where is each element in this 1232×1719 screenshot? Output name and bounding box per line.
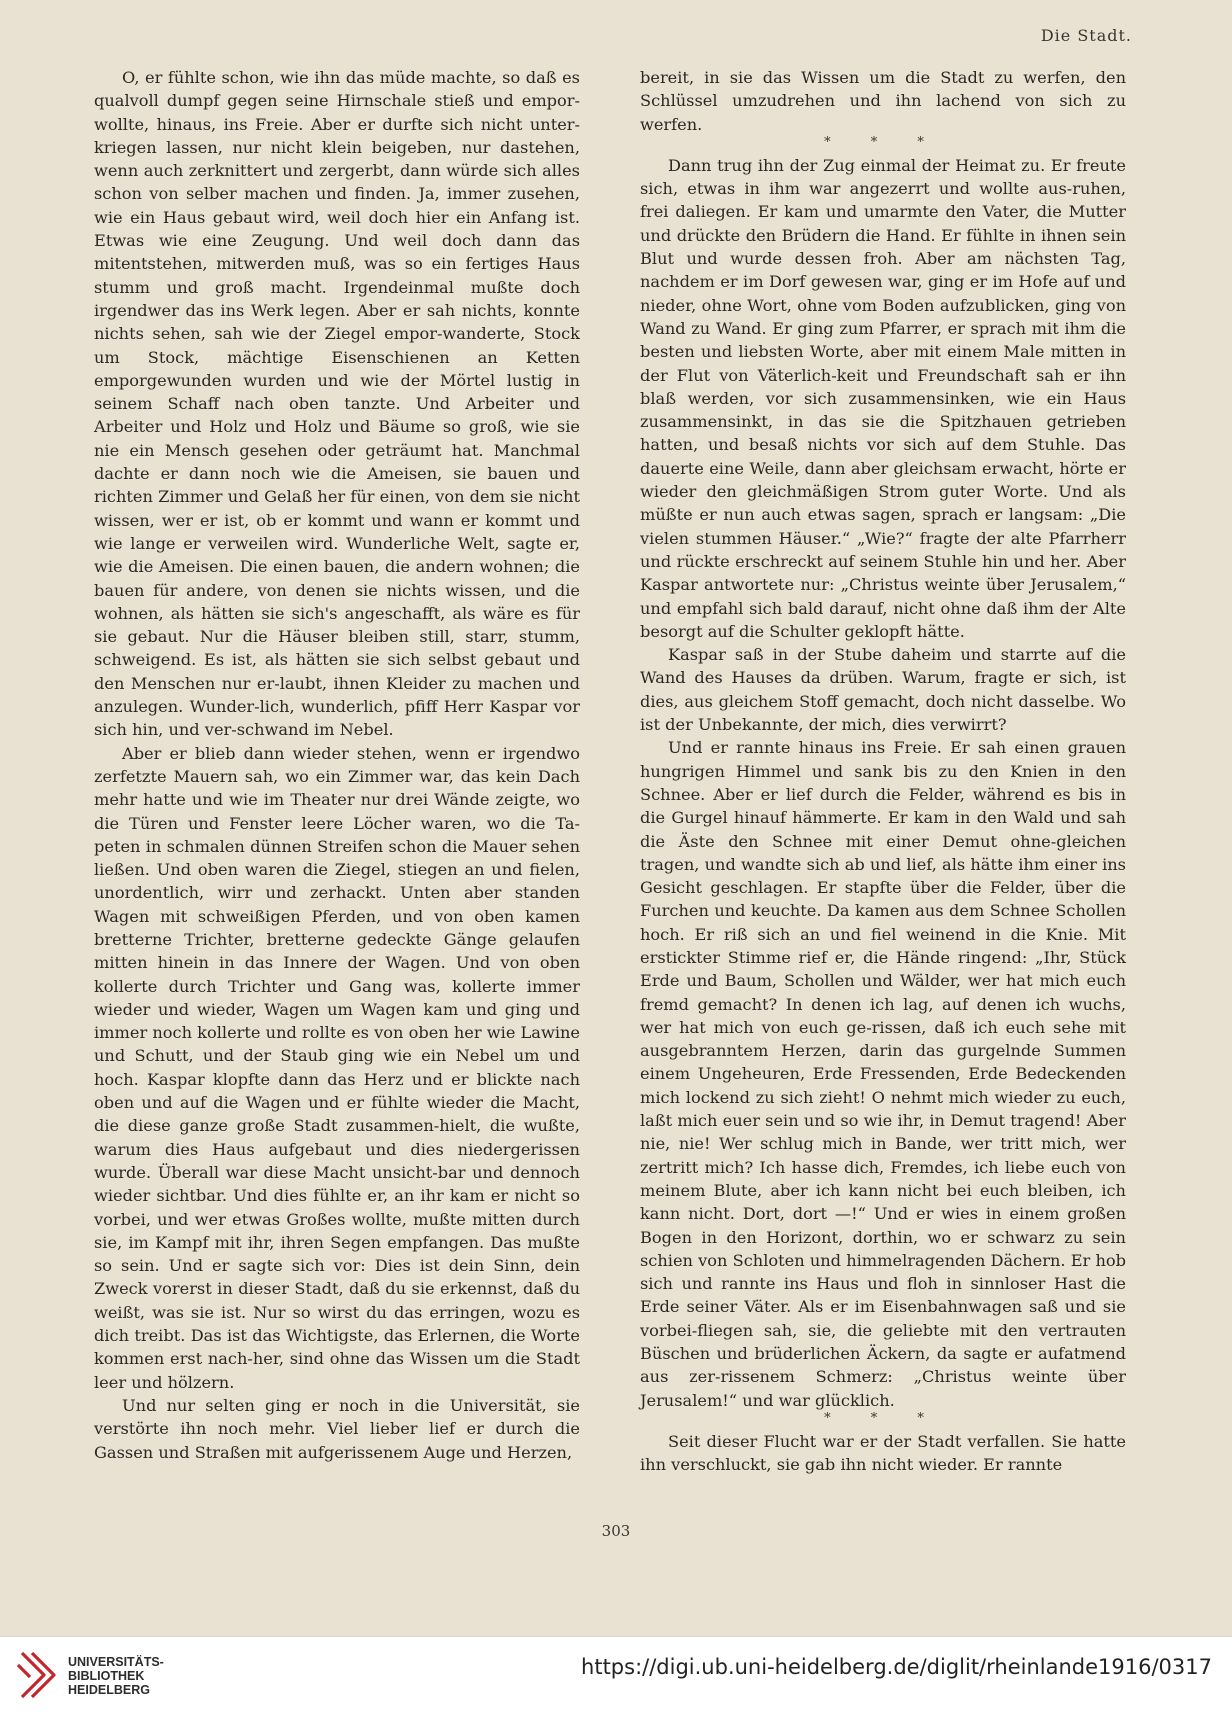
paragraph: Und er rannte hinaus ins Freie. Er sah einen grauen hungrigen Himmel und sank bis zu den Knien in den Schnee. Aber er lief durch die Felder, während es bis in die Gurgel hinauf hämmerte. Er kam in den Wald und sah die Äste den Schnee mit einer Demut ohne-gleichen tragen, und wandte sich ab und lief, als hätte ihm einer ins Gesicht geschlagen. Er stapfte über die Felder, über die Furchen und keuchte. Da kamen aus dem Schnee Schollen hoch. Er riß sich an und fiel weinend in die Knie. Mit erstickter Stimme rief er, die Hände ringend: „Ihr, Stück Erde und Baum, Schollen und Wälder, wer hat mich euch fremd gemacht? In denen ich lag, auf denen ich wuchs, wer hat mich von euch ge-rissen, daß ich euch sehe mit ausgebranntem Herzen, darin das gurgelnde Summen einem Ungeheuren, Erde Fressenden, Erde Bedeckenden mich lockend zu sich zieht! O nehmt mich wieder zu euch, laßt mich euer sein und so wie ihr, in Demut tragend! Aber nie, nie! Wer schlug mich in Bande, wer tritt mich, wer zertritt mich? Ich hasse dich, Fremdes, ich liebe euch von meinem Blute, aber ich kann nicht bei euch bleiben, ich kann nicht. Dort, dort —!“ Und er wies in einem großen Bogen in den Horizont, dorthin, wo er schwarz zu sein schien von Schloten und himmelragenden Dächern. Er hob sich und rannte ins Haus und floh in sinnloser Hast die Erde seiner Väter. Als er im Eisenbahnwagen saß und sie vorbei-fliegen sah, sie, die geliebte mit den vertrauten Büschen und brüderlichen Äckern, da sagte er aufatmend aus zer-rissenem Schmerz: „Christus weinte über Jerusalem!“ und war glücklich. xyxy=(640,738,1126,1410)
page-number: 303 xyxy=(601,1522,631,1540)
section-separator: * * * xyxy=(824,1410,942,1426)
paragraph: Und nur selten ging er noch in die Universität, sie verstörte ihn noch mehr. Viel lieber lief er durch die Gassen und Straßen mit aufgerissenem Auge und Herzen, xyxy=(94,1395,580,1462)
paragraph: Aber er blieb dann wieder stehen, wenn er irgendwo zerfetzte Mauern sah, wo ein Zimmer war, das kein Dach mehr hatte und wie im Theater nur drei Wände zeigte, wo die Türen und Fenster leere Löcher waren, wo die Ta-peten in schmalen dünnen Streifen schon die Mauer sehen ließen. Und oben waren die Ziegel, stiegen an und fielen, unordentlich, wirr und zerhackt. Unten aber standen Wagen mit schweißigen Pferden, und von oben kamen bretterne Trichter, bretterne gedeckte Gänge gelaufen mitten hinein in das Innere der Wagen. Und von oben kollerte durch Trichter und Gang was, kollerte immer wieder und wieder, Wagen um Wagen kam und ging und immer noch kollerte und rollte es von oben her wie Lawine und Schutt, und der Staub ging wie ein Nebel um und hoch. Kaspar klopfte dann das Herz und er blickte nach oben und auf die Wagen und er fühlte wieder die Macht, die diese ganze große Stadt zusammen-hielt, die wußte, warum dies Haus aufgebaut und dies niedergerissen wurde. Überall war diese Macht unsicht-bar und dennoch wieder sichtbar. Und dies fühlte er, an ihr kam er nicht so vorbei, und wer etwas Großes wollte, mußte mitten durch sie, im Kampf mit ihr, ihren Segen empfangen. Das mußte so sein. Und er sagte sich vor: Dies ist dein Sinn, dein Zweck vorerst in dieser Stadt, daß du sie erkennst, daß du weißt, was sie ist. Nur so wirst du das erringen, wozu es dich treibt. Das ist das Wichtigste, das Erlernen, die Worte kommen erst nach-her, sind ohne das Wissen um die Stadt leer und hölzern. xyxy=(94,743,580,1392)
running-title: Die Stadt. xyxy=(1040,26,1132,45)
library-name-line: HEIDELBERG xyxy=(68,1683,150,1697)
paragraph: Kaspar saß in der Stube daheim und starrte auf die Wand des Hauses da drüben. Warum, fragte er sich, ist dies, aus gleichem Stoff gemacht, doch nicht dasselbe. Wo ist der Unbekannte, der mich, dies verwirrt? xyxy=(640,645,1126,735)
paragraph: Seit dieser Flucht war er der Stadt verfallen. Sie hatte ihn verschluckt, sie gab ihn nicht wieder. Er rannte xyxy=(640,1431,1126,1475)
paragraph: O, er fühlte schon, wie ihn das müde machte, so daß es qualvoll dumpf gegen seine Hirnschale stieß und empor-wollte, hinaus, ins Freie. Aber er durfte sich nicht unter-kriegen lassen, nur nicht klein beigeben, nur dastehen, wenn auch zerknittert und zergerbt, dann würde sich alles schon von selber machen und finden. Ja, immer zusehen, wie ein Haus gebaut wird, weil doch hier ein Anfang ist. Etwas wie eine Zeugung. Und weil doch dann das mitentstehen, mitwerden muß, was so ein fertiges Haus stumm und groß macht. Irgendeinmal mußte doch irgendwer das ins Werk legen. Aber er sah nichts, konnte nichts sehen, sah wie der Ziegel empor-wanderte, Stock um Stock, mächtige Eisenschienen an Ketten emporgewunden wurden und wie der Mörtel lustig in seinem Schaff nach oben tanzte. Und Arbeiter und Arbeiter und Holz und Holz und Bäume so groß, wie sie nie ein Mensch gesehen oder geträumt hat. Manchmal dachte er dann noch wie die Ameisen, sie bauen und richten Zimmer und Gelaß her für einen, von dem sie nicht wissen, wer er ist, ob er kommt und wann er kommt und wie lange er verweilen wird. Wunderliche Welt, sagte er, wie die Ameisen. Die einen bauen, die andern wohnen; die bauen für andere, von denen sie nichts wissen, und die wohnen, als hätten sie sich's angeschafft, als wäre es für sie gebaut. Nur die Häuser bleiben still, starr, stumm, schweigend. Es ist, als hätten sie sich selbst gebaut und den Menschen nur er-laubt, ihnen Kleider zu machen und anzulegen. Wunder-lich, wunderlich, pfiff Herr Kaspar vor sich hin, und ver-schwand im Nebel. xyxy=(94,68,580,740)
library-name-line: BIBLIOTHEK xyxy=(68,1669,145,1683)
footer-bar xyxy=(0,1636,1232,1719)
university-library-logo-icon xyxy=(14,1647,58,1703)
paragraph: Dann trug ihn der Zug einmal der Heimat zu. Er freute sich, etwas in ihm war angezerrt und wollte aus-ruhen, frei daliegen. Er kam und umarmte den Vater, die Mutter und drückte den Brüdern die Hand. Er fühlte in ihnen sein Blut und wurde dessen froh. Aber am nächsten Tag, nachdem er im Dorf gewesen war, ging er im Hofe auf und nieder, ohne Wort, ohne vom Boden aufzublicken, ging von Wand zu Wand. Er ging zum Pfarrer, er sprach mit ihm die besten und liebsten Worte, aber mit einem Male mitten in der Flut von Väterlich-keit und Freundschaft sah er ihn blaß werden, vor sich zusammensinken, wie ein Haus zusammensinkt, in das sie die Spitzhauen getrieben hatten, und besaß nichts vor sich auf dem Stuhle. Das dauerte eine Weile, dann aber gleichsam erwacht, hörte er wieder den gleichmäßigen Strom guter Worte. Und als müßte er nun auch etwas sagen, sprach er langsam: „Die vielen stummen Häuser.“ „Wie?“ fragte der alte Pfarrherr und rückte erschreckt auf seinem Stuhle hin und her. Aber Kaspar antwortete nur: „Christus weinte über Jerusalem,“ und empfahl sich bald darauf, nicht ohne daß ihm der Alte besorgt auf die Schulter geklopft hätte. xyxy=(640,155,1126,641)
section-separator: * * * xyxy=(824,134,942,150)
left-text-column xyxy=(94,66,580,1464)
library-name xyxy=(68,1655,164,1697)
paragraph: bereit, in sie das Wissen um die Stadt zu werfen, den Schlüssel umzudrehen und ihn lachend von sich zu werfen. xyxy=(640,68,1126,134)
right-text-column xyxy=(640,66,1126,1477)
permalink-url[interactable]: https://digi.ub.uni-heidelberg.de/diglit/rheinlande1916/0317 xyxy=(581,1655,1212,1679)
library-name-line: UNIVERSITÄTS- xyxy=(68,1655,164,1669)
